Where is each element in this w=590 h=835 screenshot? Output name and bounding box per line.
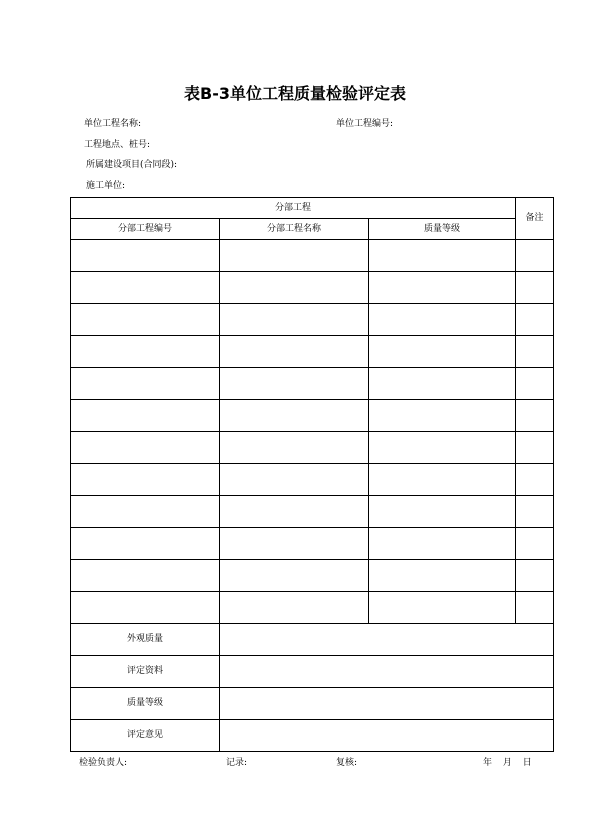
table-cell[interactable] xyxy=(516,272,554,304)
table-cell[interactable] xyxy=(220,496,369,528)
table-cell[interactable] xyxy=(71,368,220,400)
table-row xyxy=(71,528,554,560)
inspector-label: 检验负责人: xyxy=(79,758,128,768)
table-cell[interactable] xyxy=(71,240,220,272)
summary-label-appearance: 外观质量 xyxy=(71,624,220,656)
summary-value-cell[interactable] xyxy=(220,688,554,720)
table-cell[interactable] xyxy=(369,560,516,592)
table-cell[interactable] xyxy=(220,272,369,304)
summary-label-quality-grade: 质量等级 xyxy=(71,688,220,720)
column-header-grade: 质量等级 xyxy=(369,219,516,240)
table-cell[interactable] xyxy=(71,272,220,304)
data-rows xyxy=(71,240,554,624)
table-cell[interactable] xyxy=(369,592,516,624)
table-cell[interactable] xyxy=(369,496,516,528)
column-header-name: 分部工程名称 xyxy=(220,219,369,240)
table-cell[interactable] xyxy=(369,368,516,400)
table-cell[interactable] xyxy=(516,592,554,624)
summary-value-cell[interactable] xyxy=(220,624,554,656)
summary-value-cell[interactable] xyxy=(220,656,554,688)
table-cell[interactable] xyxy=(369,336,516,368)
table-cell[interactable] xyxy=(516,304,554,336)
table-row xyxy=(71,240,554,272)
summary-value-cell[interactable] xyxy=(220,720,554,752)
table-row xyxy=(71,368,554,400)
table-row xyxy=(71,400,554,432)
table-cell[interactable] xyxy=(516,496,554,528)
date-label: 年 月 日 xyxy=(483,758,532,768)
group-header-cell: 分部工程 xyxy=(71,198,516,219)
table-row xyxy=(71,464,554,496)
table-cell[interactable] xyxy=(220,464,369,496)
table-cell[interactable] xyxy=(516,432,554,464)
table-row xyxy=(71,432,554,464)
form-title: 表B-3单位工程质量检验评定表 xyxy=(184,84,406,103)
location-label: 工程地点、桩号: xyxy=(84,140,151,150)
table-cell[interactable] xyxy=(71,560,220,592)
table-cell[interactable] xyxy=(71,432,220,464)
table-cell[interactable] xyxy=(369,400,516,432)
table-cell[interactable] xyxy=(220,400,369,432)
reviewer-label: 复核: xyxy=(336,758,358,768)
table-cell[interactable] xyxy=(220,304,369,336)
table-cell[interactable] xyxy=(369,240,516,272)
contractor-label: 施工单位: xyxy=(86,181,126,191)
table-row xyxy=(71,592,554,624)
column-header-number: 分部工程编号 xyxy=(71,219,220,240)
table-cell[interactable] xyxy=(516,368,554,400)
table-cell[interactable] xyxy=(369,432,516,464)
summary-label-documents: 评定资料 xyxy=(71,656,220,688)
table-cell[interactable] xyxy=(71,528,220,560)
table-cell[interactable] xyxy=(516,464,554,496)
table-cell[interactable] xyxy=(220,240,369,272)
table-cell[interactable] xyxy=(71,592,220,624)
table-cell[interactable] xyxy=(71,336,220,368)
table-cell[interactable] xyxy=(516,240,554,272)
summary-label-opinion: 评定意见 xyxy=(71,720,220,752)
table-row xyxy=(71,272,554,304)
project-number-label: 单位工程编号: xyxy=(336,119,394,129)
table-cell[interactable] xyxy=(220,432,369,464)
table-row xyxy=(71,496,554,528)
table-cell[interactable] xyxy=(71,496,220,528)
table-cell[interactable] xyxy=(220,592,369,624)
recorder-label: 记录: xyxy=(226,758,248,768)
table-cell[interactable] xyxy=(71,464,220,496)
table-cell[interactable] xyxy=(369,528,516,560)
construction-project-label: 所属建设项目(合同段): xyxy=(86,160,178,170)
table-cell[interactable] xyxy=(71,400,220,432)
table-cell[interactable] xyxy=(369,272,516,304)
table-cell[interactable] xyxy=(220,528,369,560)
table-cell[interactable] xyxy=(220,368,369,400)
table-cell[interactable] xyxy=(516,528,554,560)
table-cell[interactable] xyxy=(369,464,516,496)
table-cell[interactable] xyxy=(516,560,554,592)
table-cell[interactable] xyxy=(220,336,369,368)
project-name-label: 单位工程名称: xyxy=(84,119,142,129)
table-cell[interactable] xyxy=(369,304,516,336)
table-row xyxy=(71,560,554,592)
table-row xyxy=(71,304,554,336)
table-row xyxy=(71,336,554,368)
table-cell[interactable] xyxy=(516,400,554,432)
table-cell[interactable] xyxy=(220,560,369,592)
remarks-header-cell: 备注 xyxy=(516,198,554,240)
table-cell[interactable] xyxy=(516,336,554,368)
evaluation-table xyxy=(70,197,554,752)
table-cell[interactable] xyxy=(71,304,220,336)
